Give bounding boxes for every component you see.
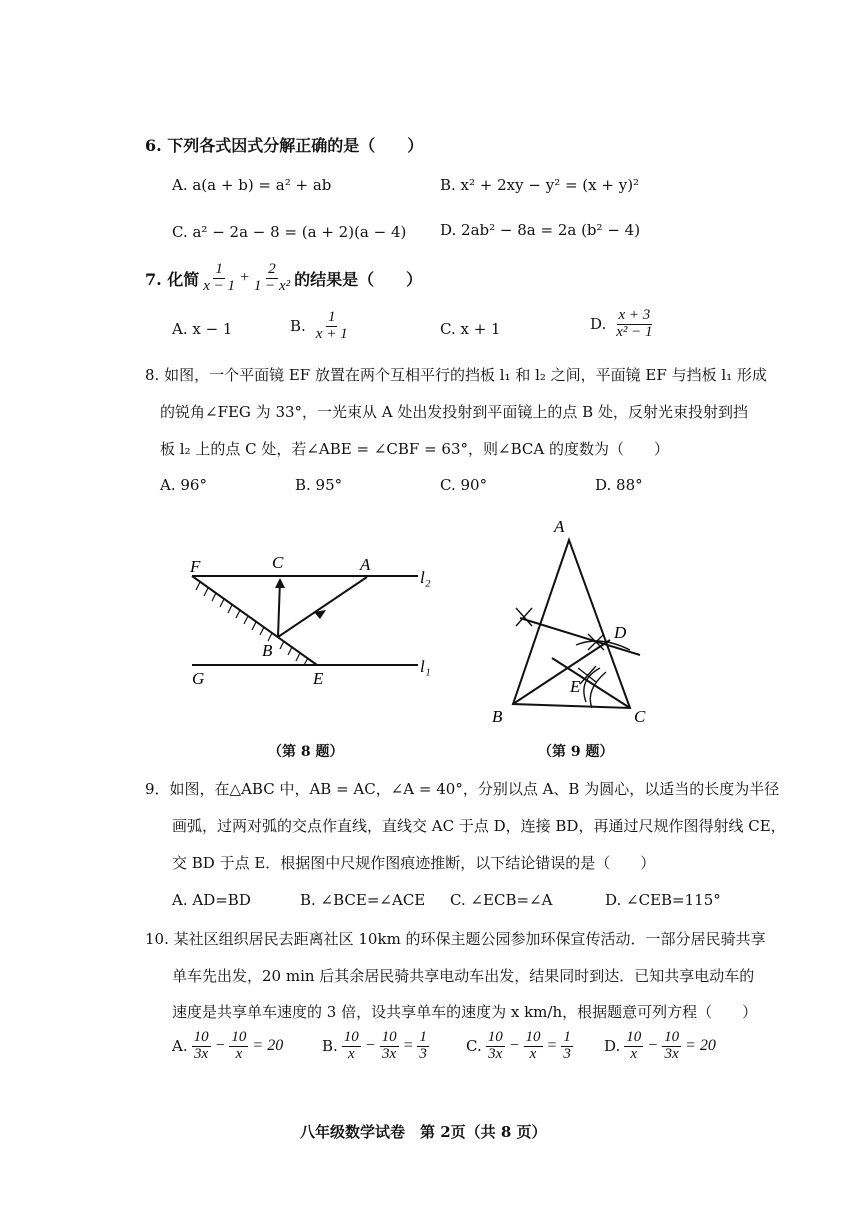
q8-option-c: C. 90° [440,476,488,494]
q7-f1-den: x − 1 [203,277,236,294]
q6-option-a: A. a(a + b) = a² + ab [172,176,332,194]
q7-option-d [590,308,655,341]
q10-c-n2: 10 [525,1029,541,1045]
fig8-label-e: E [313,669,324,688]
q10-b-frac-2 [380,1030,399,1063]
q10-c-d2: x [529,1045,537,1062]
q7-option-d-num: x + 3 [618,307,651,323]
q9-option-d: D. ∠CEB=115° [605,891,721,909]
q6-option-b: B. x² + 2xy − y² = (x + y)² [440,176,640,194]
q9-option-b: B. ∠BCE=∠ACE [300,891,426,909]
q10-c-rhs-den: 3 [563,1045,571,1062]
q10-d-n2: 10 [664,1029,680,1045]
mirror-ef [192,576,317,665]
q9-line-2: 画弧，过两对弧的交点作直线，直线交 AC 于点 D，连接 BD，再通过尺规作图得射线 CE， [172,817,786,835]
q6-stem: 6. 下列各式因式分解正确的是（ ） [145,136,424,155]
q10-b-op: − [364,1037,376,1055]
q10-b-rhs-den: 3 [419,1045,427,1062]
q10-b-equals: = [402,1037,414,1055]
q9-line-3: 交 BD 于点 E．根据图中尺规作图痕迹推断，以下结论错误的是（ ） [172,854,656,872]
q7-option-b [290,310,350,343]
q10-b-rhs [417,1030,429,1063]
q10-option-d-label: D. [604,1037,621,1056]
figure-8-caption: （第 8 题） [268,744,344,760]
q10-b-n2: 10 [381,1029,397,1045]
q10-a-frac-2 [229,1030,248,1063]
fig8-label-c: C [272,553,284,572]
q10-d-op: − [647,1037,659,1055]
q7-option-d-fraction [614,308,654,341]
q8-option-d: D. 88° [595,476,643,494]
q8-option-a: A. 96° [160,476,207,494]
q8-option-b: B. 95° [295,476,343,494]
fig9-label-c: C [634,707,646,726]
q6-option-d: D. 2ab² − 8a = 2a (b² − 4) [440,221,641,239]
figure-9-diagram [480,510,670,730]
q7-prefix: 7. 化简 [145,269,200,289]
q10-d-frac-2 [662,1030,681,1063]
q10-line-1: 10. 某社区组织居民去距离社区 10km 的环保主题公园参加环保宣传活动．一部分居民骑共享 [145,930,766,948]
q7-fraction-1 [201,262,237,295]
q10-option-d [604,1030,716,1063]
q10-a-op: − [214,1037,226,1055]
q10-c-frac-2 [524,1030,543,1063]
q10-c-rhs-num: 1 [563,1029,571,1045]
segment-bd [513,640,610,704]
q10-b-rhs-num: 1 [419,1029,427,1045]
q10-option-b-label: B. [322,1037,338,1056]
q8-line-2: 的锐角∠FEG 为 33°，一光束从 A 处出发投射到平面镜上的点 B 处，反射光束投射到挡 [160,403,748,421]
q10-option-c-label: C. [466,1037,482,1056]
q10-c-rhs [561,1030,573,1063]
figure-9-caption: （第 9 题） [538,744,614,760]
q10-d-rhs: = 20 [685,1037,716,1055]
q7-option-d-den: x² − 1 [616,323,653,340]
q10-b-d2: 3x [382,1045,397,1062]
q7-option-c: C. x + 1 [440,320,501,338]
q7-option-b-num: 1 [327,309,336,325]
q7-option-b-label: B. [290,317,306,336]
q10-line-3: 速度是共享单车速度的 3 倍，设共享单车的速度为 x km/h，根据题意可列方程（ ） [172,1003,758,1021]
q10-a-d2: x [235,1045,243,1062]
q10-option-b [322,1030,429,1063]
q9-line-1: 9．如图，在△ABC 中，AB = AC，∠A = 40°，分别以点 A、B 为圆心，以适当的长度为半径 [145,780,780,798]
q10-b-d1: x [347,1045,355,1062]
q7-option-b-den: x + 1 [315,325,348,342]
q7-option-d-label: D. [590,315,607,334]
q10-a-d1: 3x [194,1045,209,1062]
fig8-label-l1: l₁ [420,657,431,676]
q10-a-rhs: = 20 [252,1037,284,1055]
q10-c-d1: 3x [488,1045,503,1062]
ray-ab [278,577,367,637]
q7-option-a: A. x − 1 [172,320,233,338]
q7-f2-den: 1 − x² [253,277,291,294]
q10-c-op: − [508,1037,520,1055]
fig8-label-f: F [190,557,201,576]
q10-option-a-label: A. [172,1037,188,1056]
q10-c-n1: 10 [487,1029,503,1045]
q10-c-frac-1 [486,1030,505,1063]
q8-line-1: 8. 如图，一个平面镜 EF 放置在两个互相平行的挡板 l₁ 和 l₂ 之间，平面镜 EF 与挡板 l₁ 形成 [145,366,767,384]
q8-line-3: 板 l₂ 上的点 C 处，若∠ABE = ∠CBF = 63°，则∠BCA 的度数为（ ） [160,440,669,458]
q7-suffix: 的结果是（ ） [294,269,423,289]
q10-b-n1: 10 [343,1029,359,1045]
q9-option-a: A. AD=BD [172,891,251,909]
q10-option-c [466,1030,573,1063]
fig9-label-d: D [614,623,627,642]
fig9-label-b: B [492,707,503,726]
q7-f1-num: 1 [215,261,223,277]
fig8-label-g: G [192,669,205,688]
fig9-label-e: E [570,677,581,696]
q10-c-equals: = [546,1037,558,1055]
mirror-hatching [196,582,308,665]
q10-d-n1: 10 [626,1029,642,1045]
q7-option-b-fraction [314,310,350,343]
q10-line-2: 单车先出发，20 min 后其余居民骑共享电动车出发，结果同时到达．已知共享电动车的 [172,967,755,985]
q7-fraction-2 [252,262,292,295]
q10-option-a [172,1030,283,1063]
q9-option-c: C. ∠ECB=∠A [450,891,553,909]
q10-d-frac-1 [624,1030,643,1063]
q7-plus: + [239,269,250,287]
q7-stem [145,262,422,295]
q10-d-d2: 3x [664,1045,679,1062]
figure-8-diagram [180,548,440,698]
q10-a-n2: 10 [231,1029,247,1045]
q10-a-frac-1 [192,1030,211,1063]
q7-f2-num: 2 [268,261,276,277]
ray-bc [278,580,280,637]
q6-option-c: C. a² − 2a − 8 = (a + 2)(a − 4) [172,223,407,241]
fig9-label-a: A [554,517,565,536]
q10-d-d1: x [630,1045,638,1062]
fig8-label-l2: l₂ [420,568,431,587]
q10-a-n1: 10 [193,1029,209,1045]
fig8-label-b: B [262,641,273,660]
arrow-up-icon [275,578,285,588]
q10-b-frac-1 [342,1030,361,1063]
fig8-label-a: A [360,555,371,574]
page-footer: 八年级数学试卷 第 2页（共 8 页） [300,1123,547,1141]
